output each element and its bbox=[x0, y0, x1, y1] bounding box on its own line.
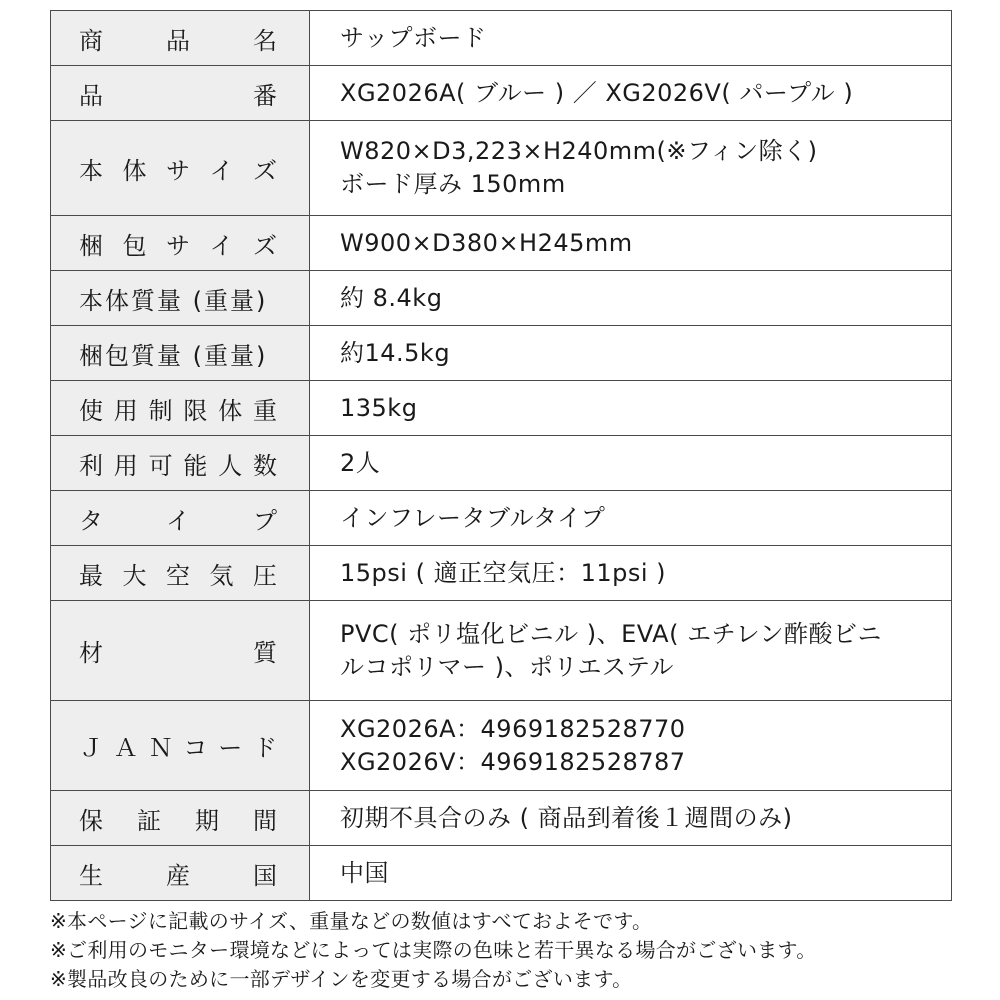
spec-label bbox=[51, 76, 309, 111]
spec-label-char: 大 bbox=[122, 561, 147, 590]
spec-label-char: 証 bbox=[137, 806, 161, 835]
spec-label-char: 気 bbox=[209, 561, 234, 590]
spec-value: PVC( ポリ塩化ビニル )、EVA( エチレン酢酸ビニ bbox=[340, 619, 883, 648]
spec-label-cell bbox=[51, 66, 310, 121]
spec-label-char: 最 bbox=[79, 561, 103, 590]
spec-label-cell bbox=[51, 491, 310, 546]
spec-value: 15psi ( 適正空気圧：11psi ) bbox=[340, 558, 667, 587]
spec-value: 約14.5kg bbox=[340, 338, 451, 367]
spec-label-char: 能 bbox=[183, 451, 208, 480]
note-line: ※本ページに記載のサイズ、重量などの数値はすべておよそです。 bbox=[50, 909, 653, 933]
spec-label bbox=[51, 21, 309, 56]
spec-label-char: プ bbox=[253, 506, 277, 535]
note-line: ※製品改良のために一部デザインを変更する場合がございます。 bbox=[50, 967, 633, 991]
spec-label-char: サ bbox=[166, 156, 190, 185]
spec-label-char: 使 bbox=[79, 396, 103, 425]
spec-value: 約 8.4kg bbox=[340, 283, 443, 312]
spec-label-char: 国 bbox=[253, 861, 277, 890]
spec-value: XG2026A( ブルー ) ／ XG2026V( パープル ) bbox=[340, 78, 854, 107]
spec-label-char: 品 bbox=[79, 81, 103, 110]
spec-value-cell bbox=[310, 791, 952, 846]
note-line: ※ご利用のモニター環境などによっては実際の色味と若干異なる場合がございます。 bbox=[50, 938, 817, 962]
spec-label-char: サ bbox=[166, 231, 190, 260]
spec-label-char: イ bbox=[209, 156, 234, 185]
spec-row bbox=[51, 546, 952, 601]
spec-row bbox=[51, 66, 952, 121]
spec-label-char: 圧 bbox=[253, 561, 277, 590]
spec-label bbox=[51, 633, 309, 668]
spec-label-cell bbox=[51, 546, 310, 601]
spec-label-cell bbox=[51, 381, 310, 436]
spec-label-char: 質 bbox=[253, 639, 277, 667]
spec-label-cell bbox=[51, 846, 310, 901]
spec-label-cell bbox=[51, 216, 310, 271]
spec-label-char: 数 bbox=[252, 451, 277, 480]
spec-row bbox=[51, 436, 952, 491]
spec-row bbox=[51, 381, 952, 436]
spec-label-char: 制 bbox=[148, 396, 173, 425]
spec-label-char: 可 bbox=[148, 451, 173, 480]
spec-label-char: 包 bbox=[122, 231, 147, 260]
spec-row bbox=[51, 121, 952, 216]
spec-value-cell bbox=[310, 66, 952, 121]
spec-value-cell bbox=[310, 601, 952, 701]
spec-label-char: 番 bbox=[253, 81, 277, 110]
spec-label-char: 材 bbox=[79, 639, 103, 667]
spec-label bbox=[51, 391, 309, 426]
spec-label-char: タ bbox=[79, 506, 103, 535]
spec-value: W820×D3,223×H240mm(※フィン除く) bbox=[340, 137, 818, 165]
spec-label bbox=[51, 728, 309, 763]
spec-value: XG2026A：4969182528770 bbox=[340, 714, 686, 743]
spec-label-char: コ bbox=[183, 734, 208, 762]
spec-label-cell bbox=[51, 11, 310, 66]
spec-label-char: 本 bbox=[79, 156, 103, 185]
spec-value: 中国 bbox=[340, 858, 389, 887]
spec-value-cell bbox=[310, 216, 952, 271]
spec-label-char: Ｎ bbox=[148, 734, 173, 762]
spec-label-char: 限 bbox=[183, 396, 208, 425]
spec-label bbox=[51, 801, 309, 836]
spec-label-char: 期 bbox=[195, 806, 219, 835]
spec-label: 本体質量 (重量) bbox=[79, 286, 268, 315]
spec-label-char: 重 bbox=[252, 396, 277, 425]
spec-label-cell bbox=[51, 326, 310, 381]
spec-label-char: ー bbox=[218, 734, 243, 762]
spec-label-char: 空 bbox=[166, 561, 190, 590]
spec-label-char: Ｊ bbox=[79, 734, 103, 762]
spec-label-char: イ bbox=[209, 231, 234, 260]
spec-label-char: 用 bbox=[113, 396, 138, 425]
spec-row bbox=[51, 271, 952, 326]
spec-value: ルコポリマー )、ポリエステル bbox=[340, 652, 674, 681]
spec-label-char: ズ bbox=[253, 231, 277, 260]
spec-value-cell bbox=[310, 271, 952, 326]
spec-label bbox=[51, 226, 309, 261]
spec-label-char: 人 bbox=[218, 451, 243, 480]
spec-label bbox=[51, 151, 309, 186]
spec-value: XG2026V：4969182528787 bbox=[340, 747, 686, 776]
spec-label-cell bbox=[51, 791, 310, 846]
spec-label-char: 商 bbox=[79, 26, 103, 55]
spec-label bbox=[51, 856, 309, 891]
spec-label: 梱包質量 (重量) bbox=[79, 341, 268, 370]
spec-label-char: 用 bbox=[113, 451, 138, 480]
spec-label-cell bbox=[51, 436, 310, 491]
spec-value: 初期不具合のみ ( 商品到着後１週間のみ) bbox=[340, 803, 793, 832]
spec-row bbox=[51, 326, 952, 381]
spec-value: 135kg bbox=[340, 393, 418, 422]
spec-label-char: 体 bbox=[218, 396, 243, 425]
spec-row bbox=[51, 601, 952, 701]
spec-label-char: 体 bbox=[122, 156, 147, 185]
spec-value-cell bbox=[310, 121, 952, 216]
spec-label-char: Ａ bbox=[113, 734, 138, 762]
spec-label-char: 品 bbox=[166, 26, 190, 55]
spec-table bbox=[50, 10, 952, 901]
spec-label-char: ド bbox=[252, 734, 277, 762]
spec-row bbox=[51, 216, 952, 271]
spec-label-char: ズ bbox=[253, 156, 277, 185]
spec-label bbox=[51, 446, 309, 481]
spec-row bbox=[51, 846, 952, 901]
spec-label-cell bbox=[51, 701, 310, 791]
spec-value: W900×D380×H245mm bbox=[340, 228, 633, 257]
spec-value: 2人 bbox=[340, 448, 381, 477]
spec-label-char: 梱 bbox=[79, 231, 103, 260]
spec-row bbox=[51, 701, 952, 791]
spec-label bbox=[51, 501, 309, 536]
spec-value-cell bbox=[310, 491, 952, 546]
spec-label-char: イ bbox=[166, 506, 190, 535]
spec-label-char: 生 bbox=[79, 861, 103, 890]
spec-value: サップボード bbox=[340, 23, 487, 52]
spec-value: ボード厚み 150mm bbox=[340, 170, 566, 198]
notes-section bbox=[50, 907, 980, 994]
spec-label-char: 産 bbox=[166, 861, 190, 890]
spec-value-cell bbox=[310, 436, 952, 491]
spec-label-char: 保 bbox=[79, 806, 103, 835]
spec-row bbox=[51, 791, 952, 846]
spec-value-cell bbox=[310, 546, 952, 601]
spec-value-cell bbox=[310, 381, 952, 436]
spec-value-cell bbox=[310, 326, 952, 381]
spec-value: インフレータブルタイプ bbox=[340, 503, 606, 532]
spec-label-cell bbox=[51, 271, 310, 326]
spec-label bbox=[51, 556, 309, 591]
spec-row bbox=[51, 11, 952, 66]
spec-value-cell bbox=[310, 846, 952, 901]
spec-value-cell bbox=[310, 701, 952, 791]
spec-label-char: 名 bbox=[253, 26, 277, 55]
spec-table-body bbox=[51, 11, 952, 901]
spec-label-char: 利 bbox=[79, 451, 103, 480]
spec-value-cell bbox=[310, 11, 952, 66]
spec-label-cell bbox=[51, 601, 310, 701]
spec-label-cell bbox=[51, 121, 310, 216]
spec-row bbox=[51, 491, 952, 546]
spec-label-char: 間 bbox=[253, 806, 277, 835]
